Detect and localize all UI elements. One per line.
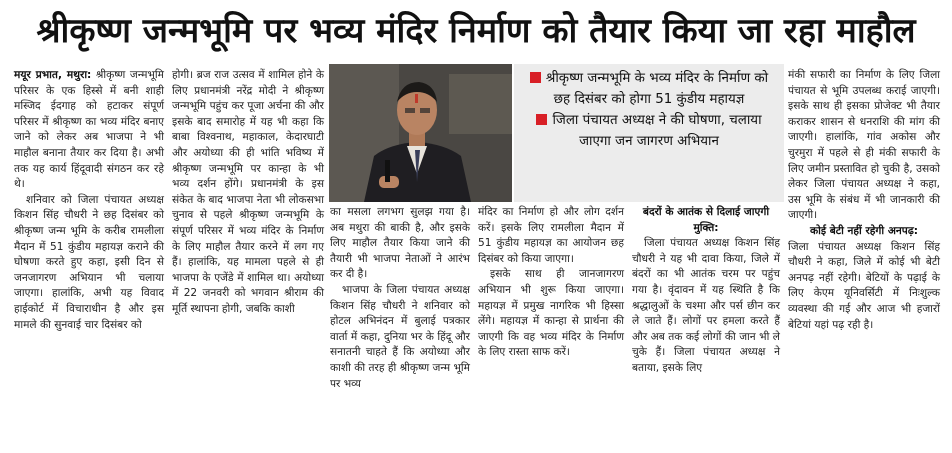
- speaker-photo-illustration: [329, 64, 512, 202]
- highlight-point: श्रीकृष्ण जन्मभूमि के भव्य मंदिर के निर्माण को छह दिसंबर को होगा 51 कुंडीय महायज्ञ: [520, 68, 778, 110]
- article-paragraph: शनिवार को जिला पंचायत अध्यक्ष किशन सिंह चौधरी ने छह दिसंबर को श्रीकृष्ण जन्म भूमि के करीब रामलीला मैदान में 51 कुंडीय महायज्ञ कराने की घोषणा करते हुए कहा, इसी दिन से जनजागरण अभियान भी चलाया जाएगा। हालांकि, अभी यह विवाद हाईकोर्ट में विचाराधीन है और इस मामले की सुनवाई चार दिसंबर को: [14, 193, 164, 331]
- dateline: मयूर प्रभात, मथुरा:: [14, 69, 92, 81]
- highlight-point: जिला पंचायत अध्यक्ष ने की घोषणा, चलाया जाएगा जन जागरण अभियान: [520, 110, 778, 152]
- subheading: कोई बेटी नहीं रहेगी अनपढ़:: [809, 224, 919, 237]
- article-paragraph: जिला पंचायत अध्यक्ष किशन सिंह चौधरी ने कहा, जिले में कोई भी बेटी अनपढ़ नहीं रहेगी। बेटियों के पढ़ाई के लिए केएम यूनिवर्सिटी में निःशुल्क व्यवस्था की गई और आज भी हजारों बेटियां यहां पढ़ रही है।: [788, 240, 940, 331]
- article-paragraph: का मसला लगभग सुलझ गया है। अब मथुरा की बाकी है, और इसके लिए माहौल तैयार किया जाने की तैयारी भी भाजपा नेताओं ने आरंभ कर दी है।: [330, 206, 470, 281]
- article-paragraph: जिला पंचायत अध्यक्ष किशन सिंह चौधरी ने यह भी दावा किया, जिले में बंदरों का भी आतंक चरम पर पहुंच गया है। वृंदावन में यह स्थिति है कि श्रद्धालुओं के चश्मा और पर्स छीन कर ले जाते हैं। लोगों पर हमला करते हैं और अब तक कई लोगों की जान भी ले चुके हैं। जिला पंचायत अध्यक्ष ने बताया, इसके लिए: [632, 237, 780, 374]
- red-square-bullet-icon: [530, 72, 541, 83]
- article-column-3: [330, 205, 470, 392]
- highlight-box: [514, 64, 784, 202]
- article-paragraph: भाजपा के जिला पंचायत अध्यक्ष किशन सिंह चौधरी ने शनिवार को होटल अभिनंदन में बुलाई पत्रकार वार्ता में कहा, दुनिया भर के हिंदू और सनातनी चाहते हैं कि अयोध्या और काशी की तरह ही श्रीकृष्ण जन्म भूमि पर भव्य: [330, 283, 470, 390]
- article-paragraph: मंदिर का निर्माण हो और लोग दर्शन करें। इसके लिए रामलीला मैदान में 51 कुंडीय महायज्ञ का आयोजन छह दिसंबर को किया जाएगा।: [478, 206, 624, 265]
- article-paragraph: मंकी सफारी का निर्माण के लिए जिला पंचायत से भूमि उपलब्ध कराई जाएगी। इसके साथ ही इसका प्रोजेक्ट भी तैयार कराकर शासन से धनराशि की मांग की जाएगी। हालांकि, गांव अकोस और चुरमुरा में पहले से ही मंकी सफारी के लिए जमीन प्रस्तावित हो चुकी है, उसको लेकर जिला पंचायत अध्यक्ष ने कहा, उस भूमि के संबंध में भी जानकारी की जाएगी।: [788, 69, 940, 222]
- red-square-bullet-icon: [536, 114, 547, 125]
- speaker-photo: [329, 64, 512, 202]
- article-paragraph: होगी। ब्रज राज उत्सव में शामिल होने के लिए प्रधानमंत्री नरेंद्र मोदी ने श्रीकृष्ण जन्मभूमि पहुंच कर पूजा अर्चना की और इसके बाद समारोह में यह भी कहा कि बाबा विश्वनाथ, महाकाल, केदारघाटी और अयोध्या की ही भांति भविष्य में श्रीकृष्ण जन्मभूमि पर कान्हा के भी भव्य दर्शन होंगे। प्रधानमंत्री के इस संकेत के बाद भाजपा नेता भी लोकसभा चुनाव से पहले श्रीकृष्ण जन्मभूमि के संपूर्ण परिसर में भव्य मंदिर के निर्माण के लिए माहौल तैयार करने में लग गए हैं। हालांकि, यह मामला पहले से ही भाजपा के एजेंडे में शामिल था। अयोध्या में 22 जनवरी को भगवान श्रीराम की मूर्ति स्थापना होगी, जबकि काशी: [172, 69, 324, 315]
- subheading: बंदरों के आतंक से दिलाई जाएगी मुक्ति:: [642, 206, 770, 234]
- article-column-4: [478, 205, 624, 361]
- article-paragraph: मयूर प्रभात, मथुरा: श्रीकृष्ण जन्मभूमि परिसर के एक हिस्से में बनी शाही मस्जिद ईदगाह को हटाकर संपूर्ण परिसर में श्रीकृष्ण का भव्य मंदिर बनाए जाने को लेकर अब भाजपा ने भी माहौल बनाना तैयार कर दिया है। अभी तक यह कार्य हिंदूवादी संगठन कर रहे थे।: [14, 69, 164, 191]
- article-column-6: [788, 68, 940, 333]
- headline: श्रीकृष्ण जन्मभूमि पर भव्य मंदिर निर्माण को तैयार किया जा रहा माहौल: [36, 11, 916, 51]
- article-column-1: [14, 68, 164, 448]
- article-paragraph: इसके साथ ही जानजागरण अभियान भी शुरू किया जाएगा। महायज्ञ में प्रमुख नागरिक भी हिस्सा लेंगे। महायज्ञ में कान्हा से प्रार्थना की जाएगी कि वह भव्य मंदिर के निर्माण के लिए रास्ता साफ करें।: [478, 268, 624, 359]
- article-column-2: [172, 68, 324, 448]
- article-column-5: [632, 205, 780, 377]
